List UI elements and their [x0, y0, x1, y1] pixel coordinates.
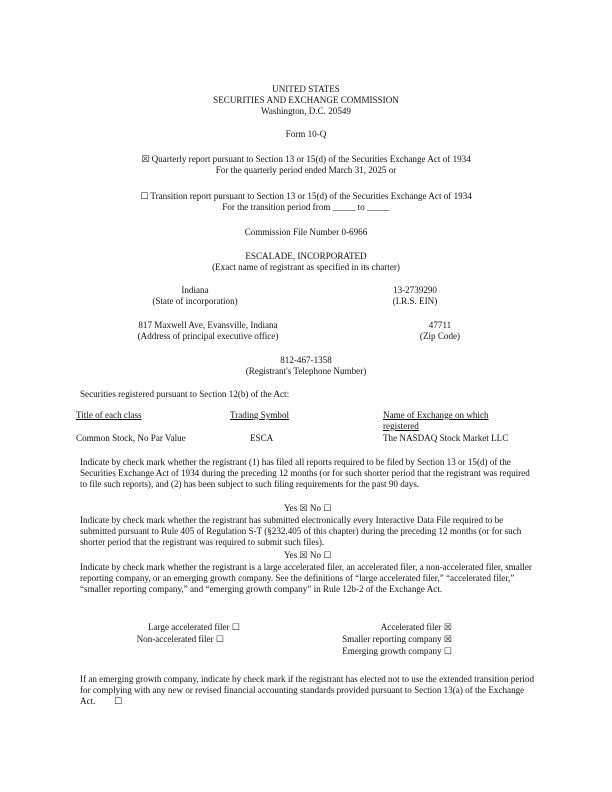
- heading-location: Washington, D.C. 20549: [261, 106, 351, 116]
- large-accelerated-filer: Large accelerated filer ☐: [147, 622, 240, 632]
- quarterly-report-checkbox: ☒: [141, 155, 150, 165]
- principal-office-address: 817 Maxwell Ave, Evansville, Indiana: [138, 320, 278, 330]
- filer-status-question: Indicate by check mark whether the registrant is a large accelerated filer, an accelerated filer, a non-accelerated filer, smaller reporting company, or an emerging growth company. See the definitions of “large accelerated filer,” “accelerated filer,” “smaller reporting company,” and “emerging growth company” in Rule 12b-2 of the Exchange Act.: [80, 562, 532, 594]
- address-caption: (Address of principal executive office): [137, 331, 279, 341]
- extended-transition-checkbox: ☐: [113, 697, 123, 707]
- heading-sec: SECURITIES AND EXCHANGE COMMISSION: [213, 95, 399, 105]
- header-title-of-class: Title of each class: [76, 410, 142, 420]
- registrant-name: ESCALADE, INCORPORATED: [245, 251, 367, 261]
- emerging-growth-question-text: If an emerging growth company, indicate by check mark if the registrant has elected not to use the extended transition period for complying with any new or revised financial accounting standards provided pursuant to Section 13(a) of the Exchange Act.: [80, 674, 535, 706]
- quarterly-period: For the quarterly period ended March 31, 2025 or: [215, 165, 397, 175]
- header-trading-symbol: Trading Symbol: [230, 410, 290, 420]
- filing-requirement-question: Indicate by check mark whether the registrant (1) has filed all reports required to be filed by Section 13 or 15(d) of the Securities Exchange Act of 1934 during the preceding 12 months (or for such shorter period that the registrant was required to file such reports), and (2) has been subject to such filing requirements for the past 90 days.: [80, 457, 530, 489]
- transition-report-checkbox: ☐: [140, 192, 149, 202]
- ein-caption: (I.R.S. EIN): [392, 296, 438, 306]
- commission-file-number: Commission File Number 0-6966: [244, 227, 368, 237]
- form-type: Form 10-Q: [285, 129, 327, 139]
- zip-code: 47711: [428, 320, 452, 330]
- trading-symbol: ESCA: [250, 433, 274, 443]
- interactive-data-answer: Yes ☒ No ☐: [284, 550, 332, 560]
- telephone-caption: (Registrant's Telephone Number): [245, 366, 367, 376]
- interactive-data-question: Indicate by check mark whether the registrant has submitted electronically every Interactive Data File required to be submitted pursuant to Rule 405 of Regulation S-T (§232.405 of this chapter) during the preceding 12 months (or for such shorter period that the registrant was required to submit such files).: [80, 515, 522, 547]
- header-exchange-name: Name of Exchange on which: [383, 410, 489, 420]
- state-caption: (State of incorporation): [152, 296, 238, 306]
- zip-caption: (Zip Code): [419, 331, 461, 341]
- transition-report-text: Transition report pursuant to Section 13 or 15(d) of the Securities Exchange Act of 1934: [150, 191, 472, 201]
- securities-intro: Securities registered pursuant to Section 12(b) of the Act:: [80, 389, 290, 399]
- transition-period: For the transition period from _____ to _____: [222, 202, 390, 212]
- telephone-number: 812-467-1358: [280, 355, 332, 365]
- smaller-reporting-company: Smaller reporting company ☒: [342, 634, 452, 644]
- registrant-name-caption: (Exact name of registrant as specified in its charter): [212, 262, 400, 272]
- header-exchange-registered: registered: [383, 421, 419, 431]
- security-title: Common Stock, No Par Value: [76, 433, 186, 443]
- heading-united-states: UNITED STATES: [272, 84, 340, 94]
- emerging-growth-question: [80, 674, 538, 708]
- non-accelerated-filer: Non-accelerated filer ☐: [136, 634, 224, 644]
- filing-requirement-answer: Yes ☒ No ☐: [284, 503, 332, 513]
- emerging-growth-company: Emerging growth company ☐: [342, 646, 452, 656]
- state-of-incorporation: Indiana: [181, 285, 209, 295]
- accelerated-filer: Accelerated filer ☒: [380, 622, 452, 632]
- quarterly-report-text: Quarterly report pursuant to Section 13 or 15(d) of the Securities Exchange Act of 1934: [151, 154, 471, 164]
- irs-ein: 13-2739290: [393, 285, 437, 295]
- exchange-name: The NASDAQ Stock Market LLC: [383, 433, 509, 443]
